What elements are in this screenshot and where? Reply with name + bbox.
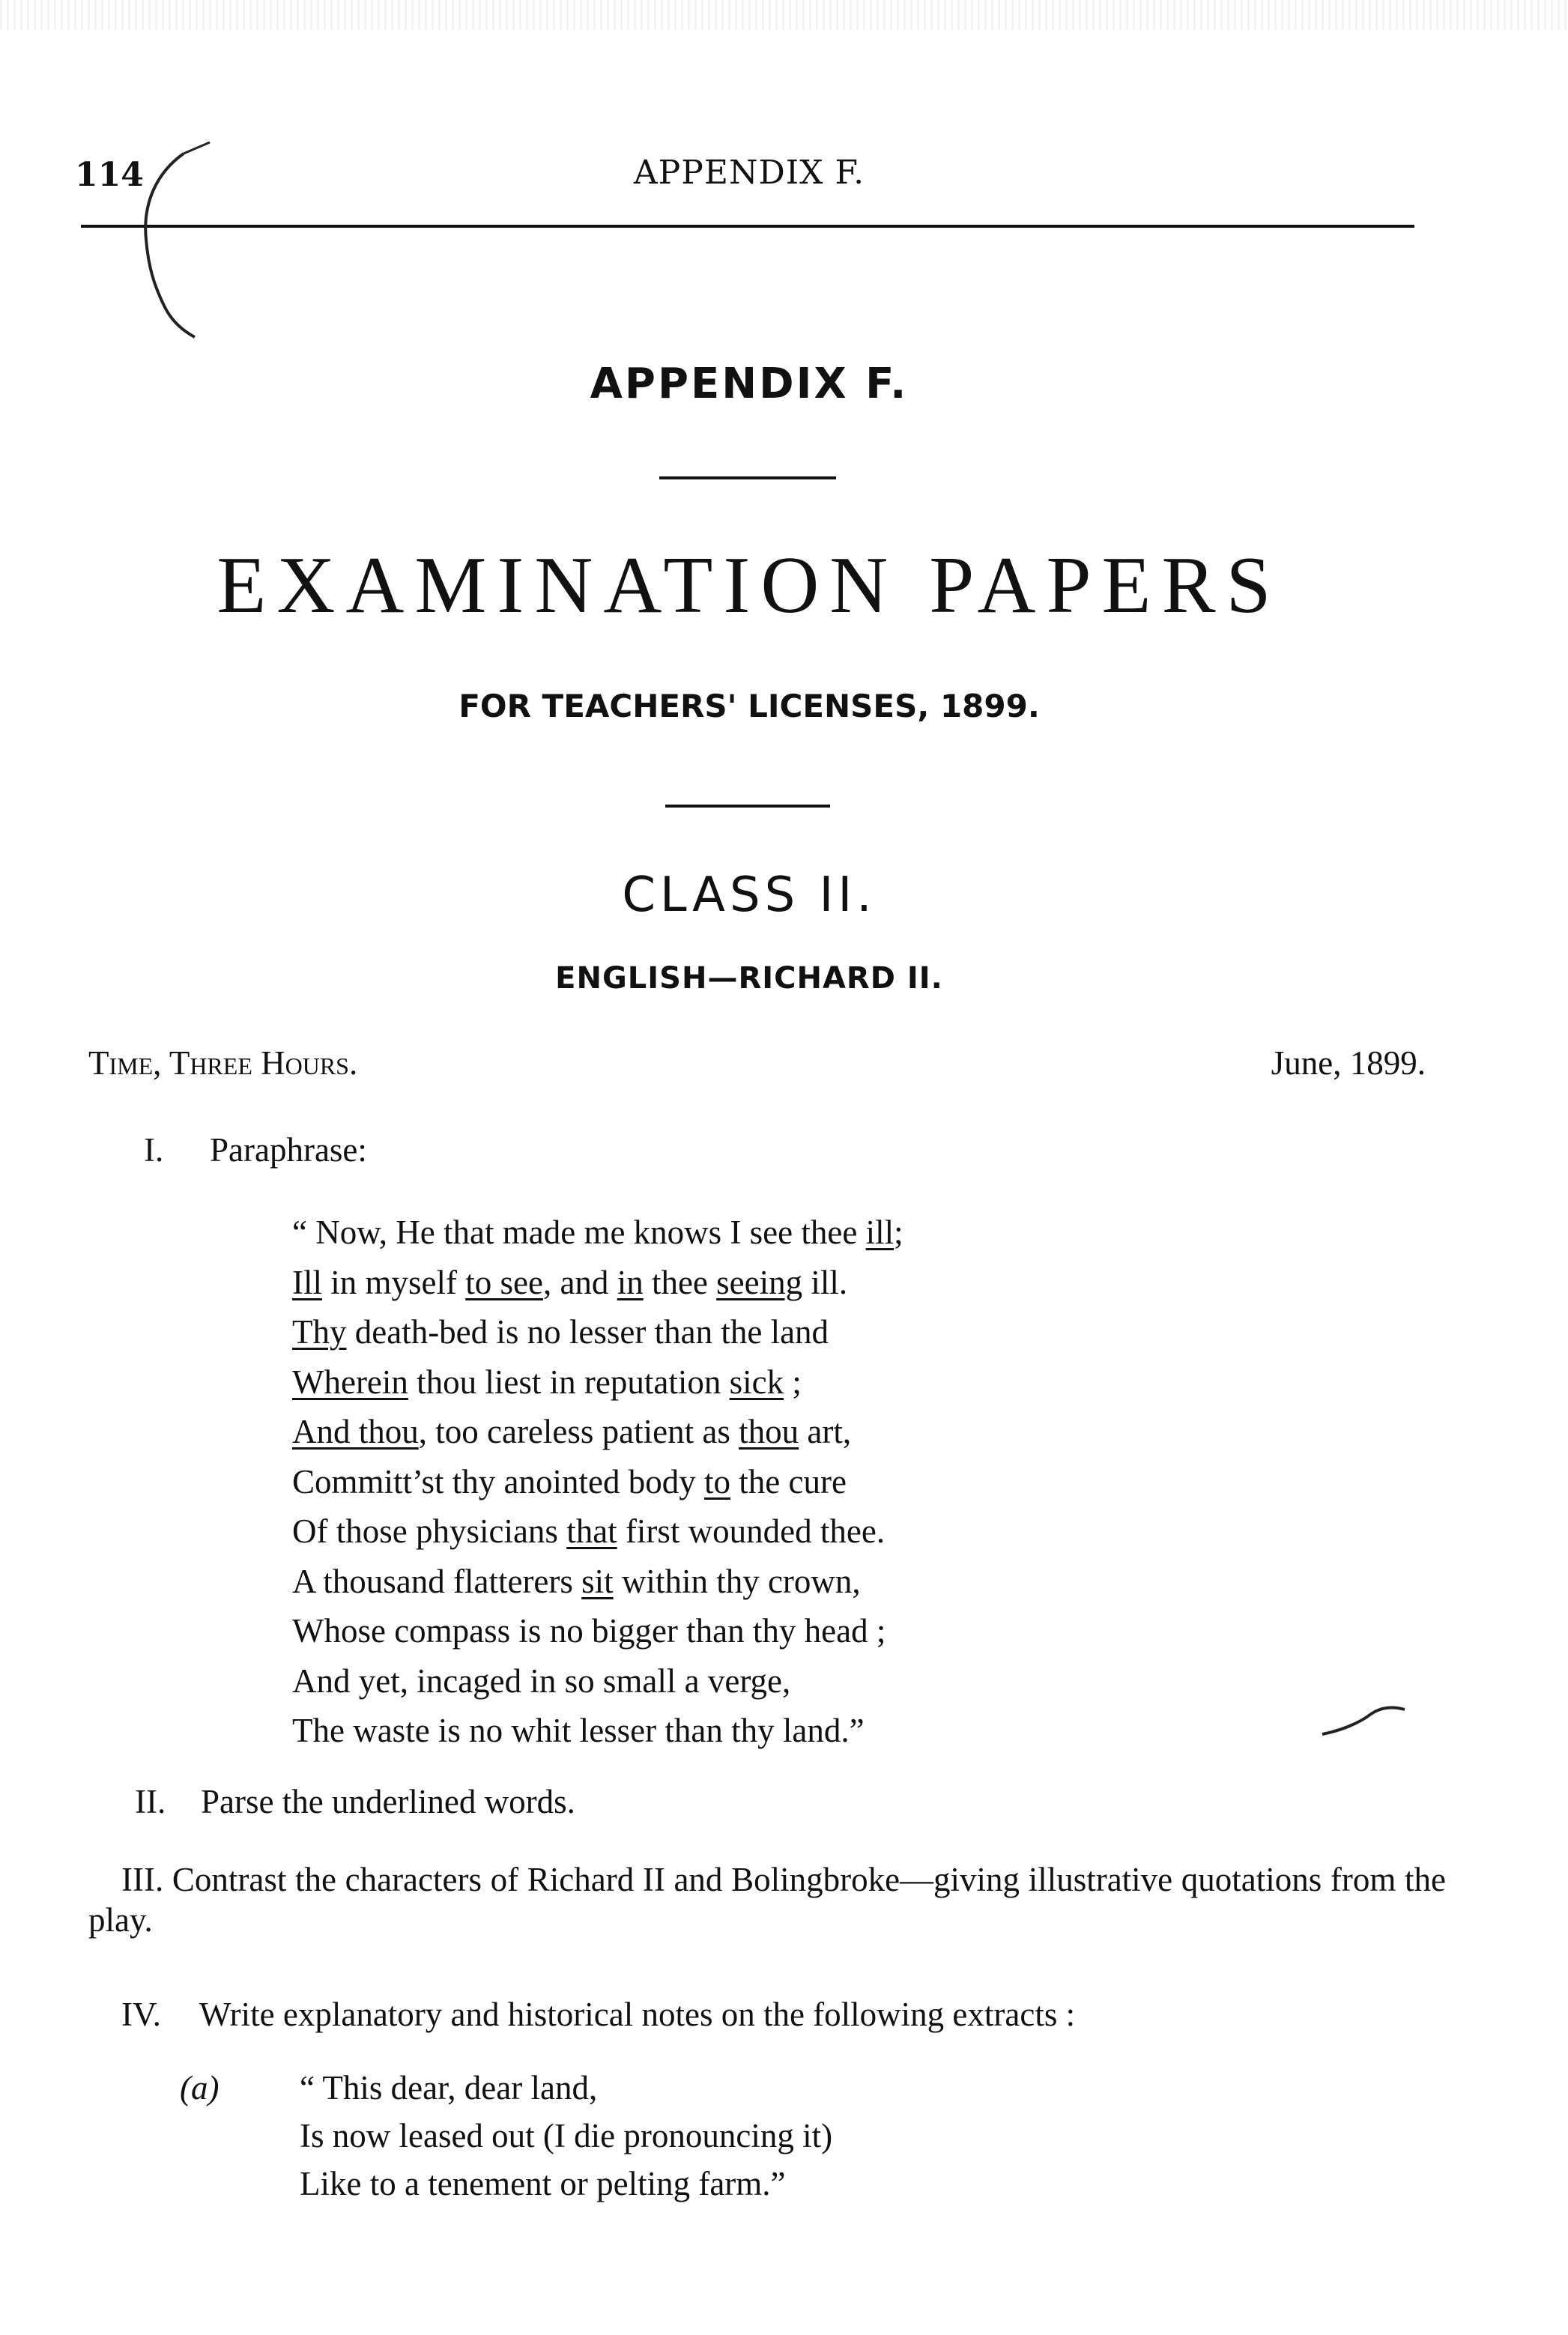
poem-text: in myself	[322, 1263, 466, 1301]
subject-heading: ENGLISH—RICHARD II.	[555, 961, 943, 996]
poem-text: The waste is no whit lesser than thy land.”	[292, 1712, 865, 1749]
underlined-word: sick	[729, 1363, 784, 1401]
extract-line: Like to a tenement or pelting farm.”	[300, 2165, 786, 2202]
poem-line	[292, 1561, 903, 1611]
running-head-title: APPENDIX F.	[633, 154, 865, 192]
poem-line	[292, 1611, 903, 1661]
poem-text: , and	[542, 1263, 617, 1301]
poem-line	[292, 1312, 903, 1362]
poem-text: art,	[799, 1413, 852, 1450]
heading-rule-1	[659, 476, 836, 479]
poem-line	[292, 1710, 903, 1760]
question-text: Contrast the characters of Richard II and Bolingbroke—giving illustrative quotations from the play.	[88, 1861, 1447, 1939]
poem-text: Committ’st thy anointed body	[292, 1462, 704, 1500]
poem-text: And yet, incaged in so small a verge,	[292, 1662, 791, 1700]
poem-passage	[292, 1212, 903, 1760]
underlined-word: ill	[865, 1214, 895, 1251]
time-allowed: Time, Three Hours.	[88, 1044, 358, 1082]
question-1	[144, 1130, 367, 1170]
main-title: EXAMINATION PAPERS	[217, 541, 1282, 630]
exam-date: June, 1899.	[1271, 1044, 1426, 1082]
class-heading: CLASS II.	[622, 867, 877, 923]
poem-line	[292, 1661, 903, 1711]
poem-text: thou liest in reputation	[408, 1363, 730, 1401]
poem-text: within thy crown,	[613, 1562, 861, 1600]
question-number: II.	[135, 1783, 166, 1820]
underlined-word: in	[617, 1263, 644, 1301]
scan-edge-noise	[0, 0, 1568, 30]
poem-line	[292, 1511, 903, 1561]
poem-line	[292, 1462, 903, 1512]
underlined-word: And thou	[292, 1413, 419, 1450]
poem-text: ill.	[802, 1263, 848, 1301]
question-number: III.	[121, 1861, 164, 1898]
poem-text: A thousand flatterers	[292, 1562, 582, 1600]
underlined-word: seeing	[716, 1263, 803, 1301]
underlined-word: thou	[739, 1413, 799, 1450]
question-text: Parse the underlined words.	[201, 1783, 575, 1820]
poem-line	[292, 1362, 903, 1412]
underlined-word: sit	[581, 1562, 614, 1600]
underlined-word: to see	[465, 1263, 543, 1301]
poem-line	[292, 1411, 903, 1462]
pencil-bracket-mark	[112, 135, 247, 345]
poem-text: the cure	[730, 1462, 847, 1500]
poem-text: Whose compass is no bigger than thy head ;	[292, 1612, 886, 1650]
underlined-word: to	[704, 1462, 731, 1500]
underlined-word: Ill	[292, 1263, 322, 1301]
question-text: Paraphrase:	[210, 1131, 367, 1169]
question-3	[88, 1859, 1446, 1940]
underlined-word: Wherein	[292, 1363, 408, 1401]
page-number: 114	[75, 156, 144, 194]
poem-text: , too careless patient as	[418, 1413, 739, 1450]
poem-text: death-bed is no lesser than the land	[346, 1313, 829, 1351]
poem-text: first wounded thee.	[617, 1512, 886, 1550]
appendix-heading: APPENDIX F.	[590, 360, 909, 408]
underlined-word: that	[566, 1512, 617, 1550]
extract-line: “ This dear, dear land,	[300, 2069, 598, 2107]
extract-label: (a)	[180, 2069, 220, 2107]
question-number: IV.	[121, 1996, 161, 2033]
poem-text: “ Now, He that made me knows I see thee	[292, 1214, 866, 1251]
subtitle: FOR TEACHERS' LICENSES, 1899.	[458, 688, 1040, 724]
question-2	[135, 1781, 575, 1822]
underlined-word: Thy	[292, 1313, 347, 1351]
extract-line: Is now leased out (I die pronouncing it)	[300, 2117, 833, 2154]
extract-a	[300, 2068, 832, 2211]
question-number: I.	[144, 1131, 164, 1169]
poem-line	[292, 1262, 903, 1312]
poem-text: thee	[643, 1263, 717, 1301]
question-text: Write explanatory and historical notes on the following extracts :	[199, 1996, 1076, 2033]
poem-line	[292, 1212, 903, 1262]
header-rule	[81, 225, 1414, 228]
poem-text: Of those physicians	[292, 1512, 567, 1550]
heading-rule-2	[665, 805, 830, 808]
pencil-tick-mark	[1319, 1700, 1408, 1745]
poem-text: ;	[894, 1214, 903, 1251]
question-4	[121, 1994, 1075, 2035]
poem-text: ;	[784, 1363, 802, 1401]
